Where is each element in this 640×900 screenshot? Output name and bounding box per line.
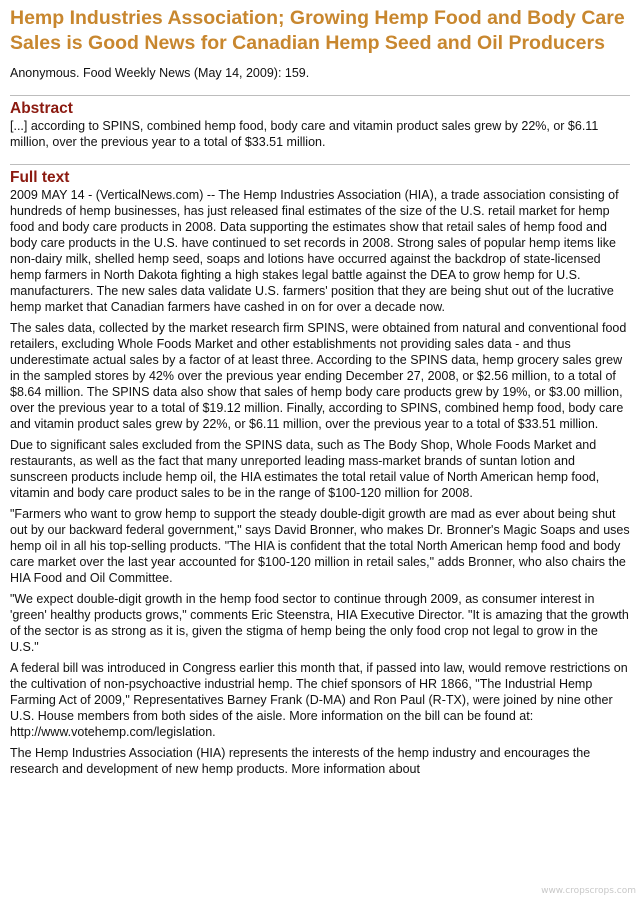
- fulltext-paragraph: The sales data, collected by the market research firm SPINS, were obtained from natural and conventional food retailers, excluding Whole Foods Market and other establishments not providing sales data - and thus underestimate actual sales by a factor of at least three. According to the SPINS data, hemp grocery sales grew in the sampled stores by 42% over the previous year ending December 27, 2008, or $2.56 million, to a total of $8.64 million. The SPINS data also show that sales of hemp body care products grew by 19%, or $3.00 million, over the previous year to a total of $19.12 million. Finally, according to SPINS, combined hemp food, body care and vitamin product sales grew by 22%, or $6.11 million, over the previous year to a total of $33.51 million.: [10, 321, 627, 431]
- article-citation: Anonymous. Food Weekly News (May 14, 2009): 159.: [10, 66, 310, 80]
- fulltext-section: [10, 169, 630, 777]
- fulltext-paragraph: A federal bill was introduced in Congress earlier this month that, if passed into law, would remove restrictions on the cultivation of non-psychoactive industrial hemp. The chief sponsors of HR 1866, "The Industrial Hemp Farming Act of 2009," Representatives Barney Frank (D-MA) and Ron Paul (R-TX), were joined by nine other U.S. House members from both sides of the aisle. More information on the bill can be found at: http://www.votehemp.com/legislation.: [10, 661, 628, 739]
- abstract-heading: Abstract: [10, 100, 73, 117]
- fulltext-heading: Full text: [10, 169, 70, 186]
- fulltext-paragraph: 2009 MAY 14 - (VerticalNews.com) -- The Hemp Industries Association (HIA), a trade association consisting of hundreds of hemp businesses, has just released final estimates of the size of the U.S. retail market for hemp food and body care products in 2008. Data supporting the estimates show that retail sales of hemp food and body care products in the U.S. have continued to set records in 2008. Strong sales of popular hemp items like non-dairy milk, shelled hemp seed, soaps and lotions have occurred against the backdrop of state-licensed hemp farmers in North Dakota fighting a high stakes legal battle against the DEA to grow hemp for U.S. manufacturers. The new sales data validate U.S. farmers' position that they are being shut out of the lucrative hemp market that Canadian farmers have cashed in on for over a decade now.: [10, 188, 619, 314]
- watermark-text: www.cropscrops.com: [541, 886, 636, 896]
- section-divider: [10, 164, 630, 165]
- abstract-section: [10, 100, 630, 150]
- fulltext-paragraph: The Hemp Industries Association (HIA) represents the interests of the hemp industry and encourages the research and development of new hemp products. More information about: [10, 746, 591, 776]
- abstract-text: [...] according to SPINS, combined hemp food, body care and vitamin product sales grew by 22%, or $6.11 million, over the previous year to a total of $33.51 million.: [10, 119, 599, 149]
- fulltext-paragraph: Due to significant sales excluded from the SPINS data, such as The Body Shop, Whole Foods Market and restaurants, as well as the fact that many unreported leading mass-market brands of suntan lotion and sunscreen products include hemp oil, the HIA estimates the total retail value of North American hemp food, vitamin and body care product sales to be in the range of $100-120 million for 2008.: [10, 438, 600, 500]
- article-title: Hemp Industries Association; Growing Hemp Food and Body Care Sales is Good News for Canadian Hemp Seed and Oil Producers: [10, 7, 625, 54]
- fulltext-paragraph: "Farmers who want to grow hemp to support the steady double-digit growth are mad as ever about being shut out by our backward federal government," says David Bronner, who makes Dr. Bronner's Magic Soaps and uses hemp oil in all his top-selling products. "The HIA is confident that the total North American hemp food and body care market over the last year accounted for $100-120 million in retail sales," adds Bronner, who also chairs the HIA Food and Oil Committee.: [10, 507, 630, 585]
- section-divider: [10, 95, 630, 96]
- fulltext-paragraph: "We expect double-digit growth in the hemp food sector to continue through 2009, as consumer interest in 'green' healthy products grows," comments Eric Steenstra, HIA Executive Director. "It is amazing that the growth of the sector is as strong as it is, given the stigma of hemp being the only food crop not legal to grow in the U.S.": [10, 592, 629, 654]
